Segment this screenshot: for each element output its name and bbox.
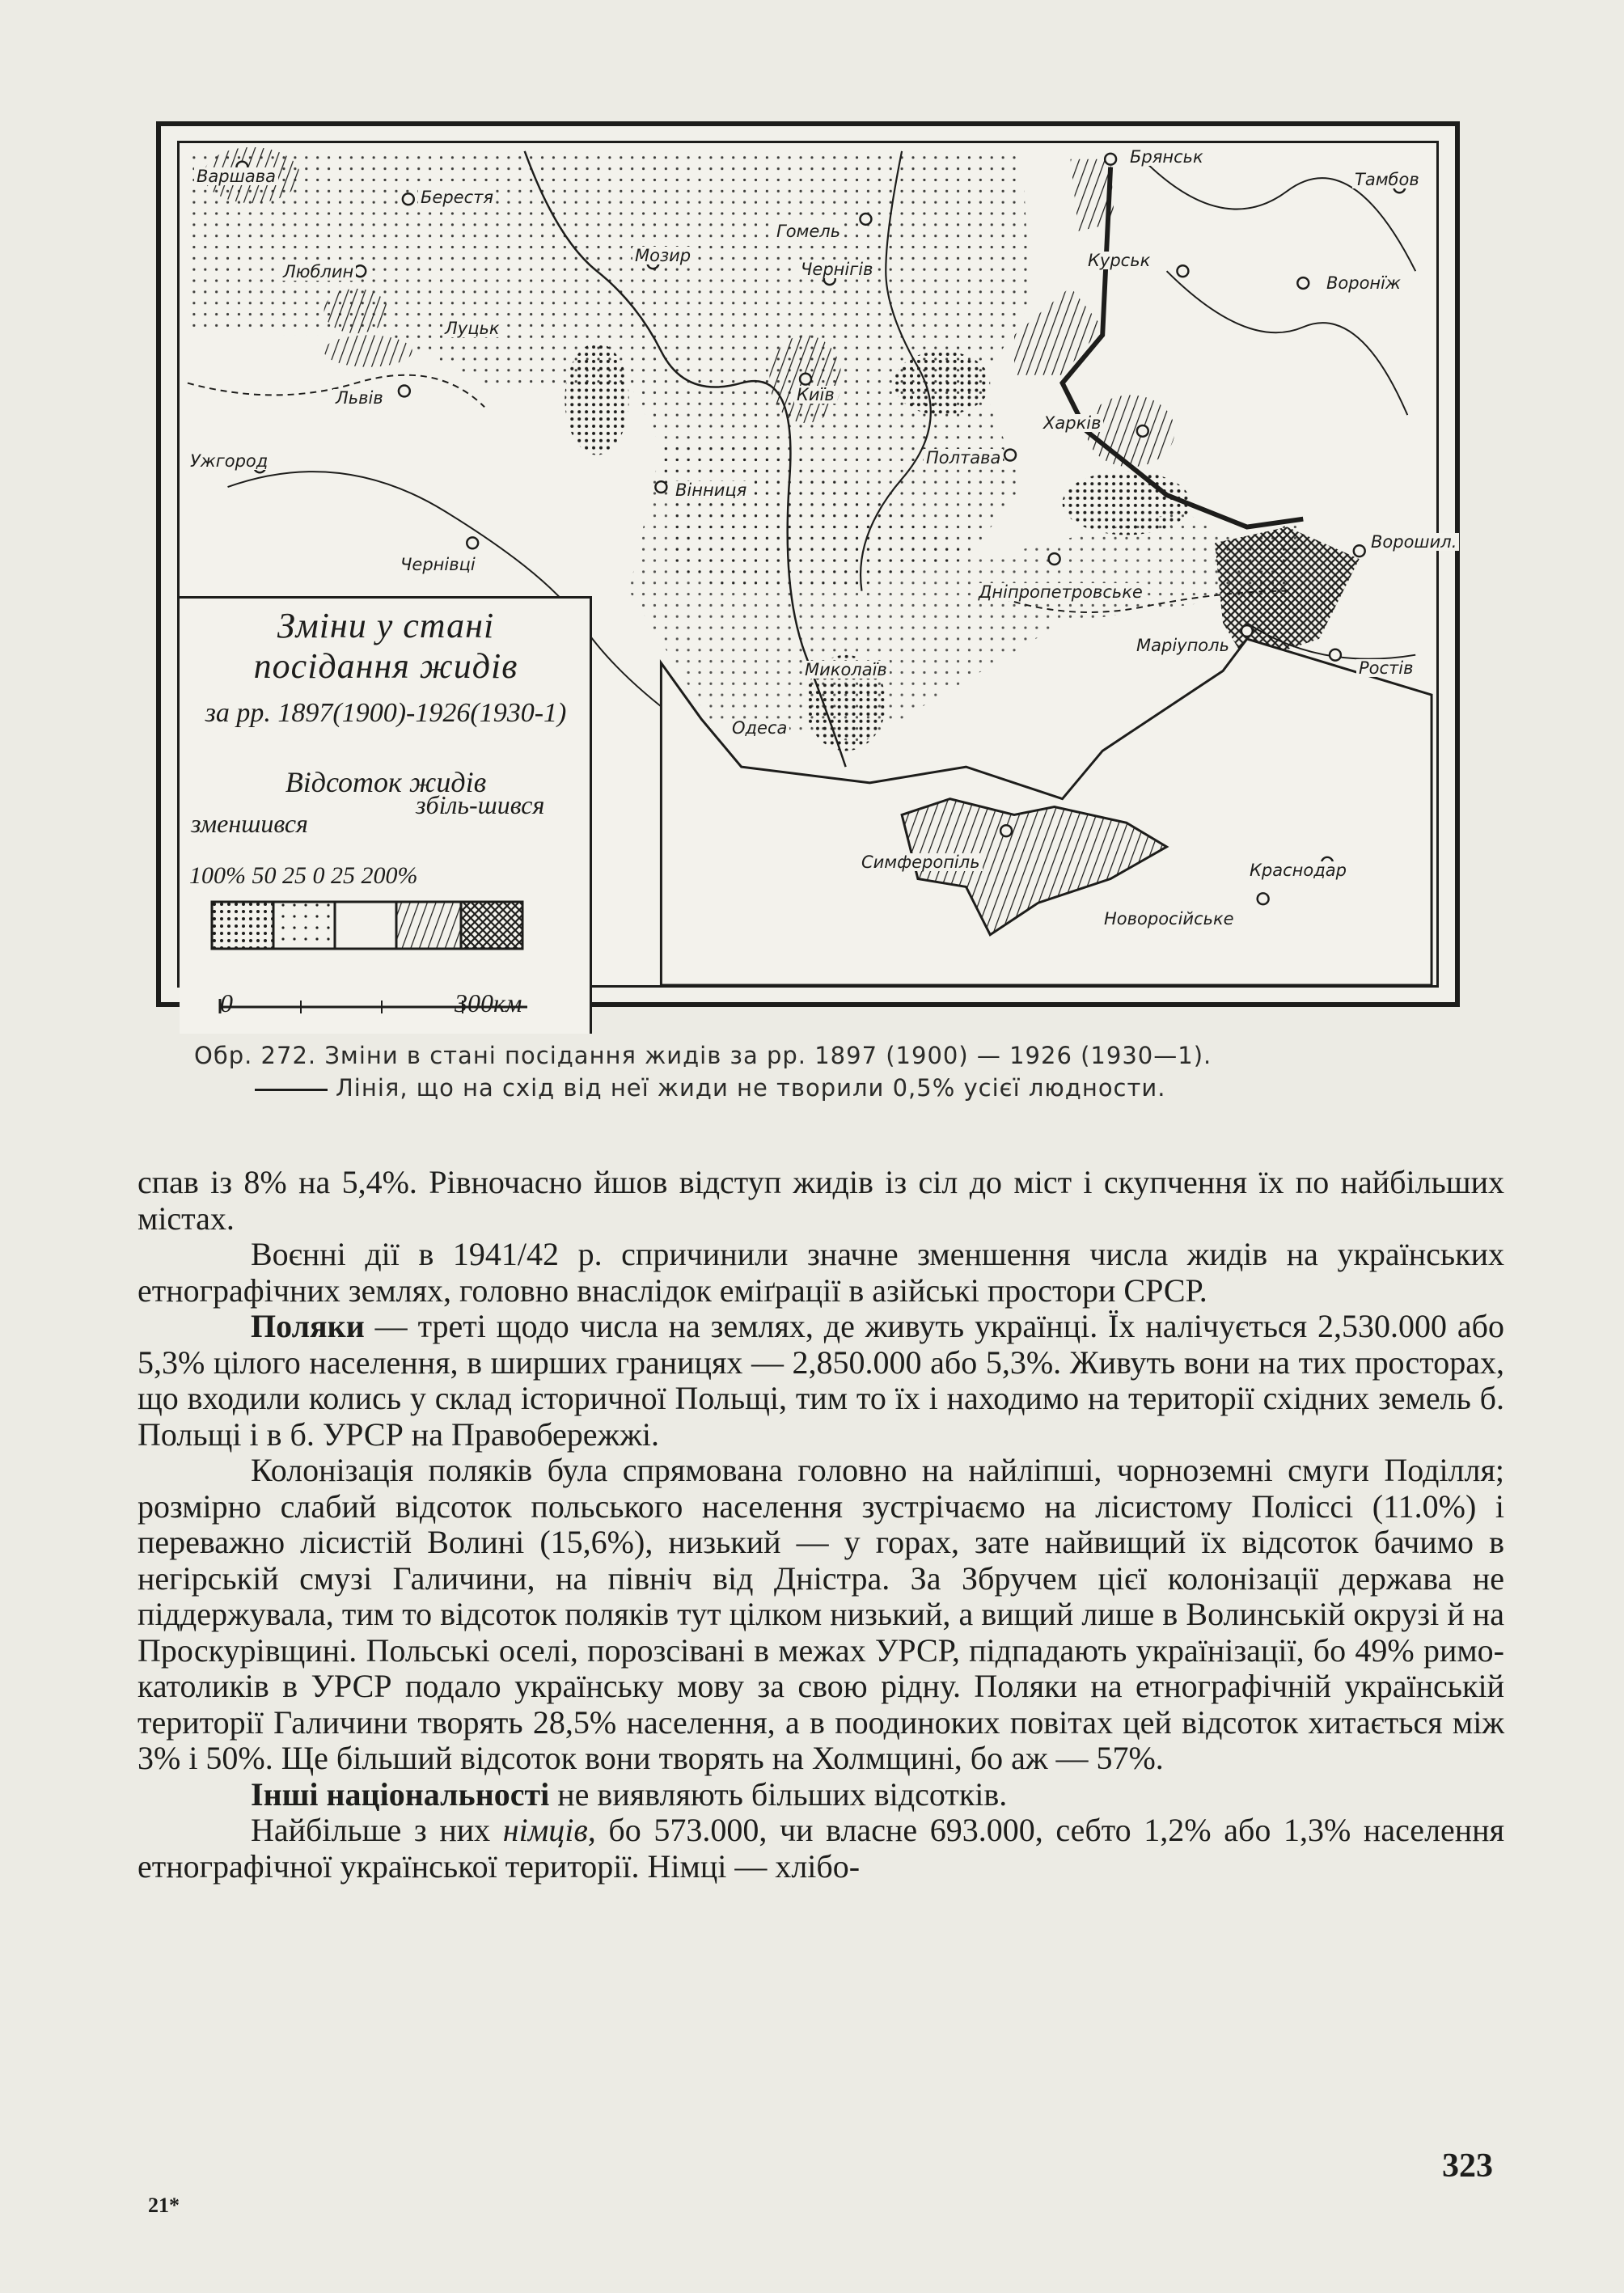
city-label-kharkiv: Харків (1041, 414, 1103, 432)
city-label-lublin: Люблин (281, 263, 356, 281)
paragraph-5 (137, 1777, 1504, 1813)
heading-poles: Поляки (251, 1308, 365, 1344)
paragraph-6-end: бо 573.000, чи власне 693.000, себто 1,2% або 1,3% населення етнографічної української території. Німці — хлібо- (137, 1812, 1504, 1885)
paragraph-2: Воєнні дії в 1941/42 р. спричинили значне зменшення числа жидів на українських етнографічних землях, головно внаслідок еміґрації в азійські простори СРСР. (137, 1236, 1504, 1309)
map-area (177, 141, 1457, 1017)
city-label-bryansk: Брянськ (1127, 148, 1206, 166)
city-label-simferopol: Симферопіль (859, 853, 983, 871)
emphasis-germans: німців, (502, 1812, 596, 1848)
legend-scale-values: 100% 50 25 0 25 200% (189, 862, 418, 889)
city-label-lutsk: Луцьк (442, 319, 502, 337)
body-text (137, 1165, 1504, 1885)
page-number: 323 (1442, 2147, 1493, 2185)
city-label-odesa: Одеса (730, 719, 789, 737)
city-label-uzhhorod: Ужгород (188, 452, 270, 470)
paragraph-5-text: не виявляють більших відсотків. (549, 1775, 1008, 1813)
legend-increased-label: збіль-шився (416, 790, 545, 819)
city-label-chernihiv: Чернігів (798, 260, 875, 278)
city-label-novorossiysk: Новоросійське (1102, 910, 1237, 928)
caption-line2-text: Лінія, що на схід від неї жиди не творили 0,5% усієї людности. (336, 1074, 1166, 1102)
city-label-voronezh: Воронїж (1324, 274, 1403, 292)
figure-caption-line2 (255, 1074, 1165, 1102)
city-label-gomel: Гомель (774, 222, 843, 240)
paragraph-1: спав із 8% на 5,4%. Рівночасно йшов відступ жидів із сіл до міст і скупчення їх по найбільших містах. (137, 1164, 1504, 1237)
map-figure (156, 121, 1460, 1017)
city-label-kyiv: Київ (794, 386, 837, 404)
legend-title-line3: за рр. 1897(1900)-1926(1930-1) (205, 698, 567, 728)
legend-swatches (212, 902, 584, 949)
legend-title-line1: Зміни у стані (277, 606, 495, 645)
legend-scale-300km: 300км (455, 988, 522, 1017)
city-label-mozyr: Мозир (632, 247, 693, 264)
legend-scale-zero: 0 (220, 988, 233, 1017)
city-label-kursk: Курськ (1085, 252, 1152, 269)
city-label-lviv: Львів (333, 389, 386, 407)
city-label-vinnytsia: Вінниця (673, 481, 749, 499)
legend-subtitle: Відсоток жидів (285, 766, 487, 798)
city-label-dnipropetrovsk: Дніпропетровське (976, 583, 1145, 601)
city-label-chernivtsi: Чернівці (398, 556, 478, 573)
city-label-brest: Берестя (418, 188, 496, 206)
heading-other-nationalities: Інші національності (251, 1775, 550, 1813)
legend-title-line2: посідання жидів (253, 646, 518, 686)
paragraph-4: Колонізація поляків була спрямована головно на найліпші, чорноземні смуги Поділля; розмірно слабий відсоток польського населення зустрічаємо на лісистому Поліссі (11.0%) і переважно лісистій Волині (15,6%), низький — у горах, зате найвищий їх відсоток бачимо в негірській смузі Галичини, на північ від Дністра. За Збручем цієї колонізації держава не піддержувала, тим то відсоток поляків тут цілком низький, а вищий лише в Волинській окрузі й на Проскурівщині. Польські оселі, порозсівані в межах УРСР, підпадають українізації, бо 49% римо-католиків в УРСР подало українську мову за свою рідну. Поляки на етнографічній українській території Галичини творять 28,5% населення, а в поодиноких повітах цей відсоток хитається між 3% і 50%. Ще більший відсоток вони творять на Холмщині, бо аж — 57%. (137, 1452, 1504, 1776)
city-label-poltava: Полтава (924, 449, 1003, 467)
paragraph-6-start: Найбільше з них (251, 1812, 503, 1848)
printer-signature: 21* (148, 2194, 180, 2217)
legend-decreased-label: зменшився (191, 809, 308, 838)
city-label-warsaw: Варшава (194, 167, 278, 185)
city-label-rostov: Ростів (1356, 659, 1416, 677)
figure-caption: Обр. 272. Зміни в стані посідання жидів за рр. 1897 (1900) — 1926 (1930—1). (194, 1042, 1212, 1069)
map-legend (180, 596, 592, 1034)
city-label-krasnodar: Краснодар (1247, 861, 1349, 879)
paragraph-3-text: — треті щодо числа на землях, де живуть українці. Їх налічується 2,530.000 або 5,3% цілого населення, в ширших границях — 2,850.000 або 5,3%. Живуть вони на тих просторах, що входили колись у склад історичної Польщі, тим то їх і находимо на території східних земель б. Польщі і в б. УРСР на Правобережжі. (137, 1308, 1504, 1453)
paragraph-3 (137, 1309, 1504, 1453)
city-label-tambov: Тамбов (1352, 171, 1422, 188)
city-label-mykolaiv: Миколаїв (802, 661, 890, 679)
paragraph-6 (137, 1813, 1504, 1885)
city-label-mariupol: Маріуполь (1134, 637, 1232, 654)
city-label-voroshylovhrad: Ворошил. (1368, 533, 1459, 551)
